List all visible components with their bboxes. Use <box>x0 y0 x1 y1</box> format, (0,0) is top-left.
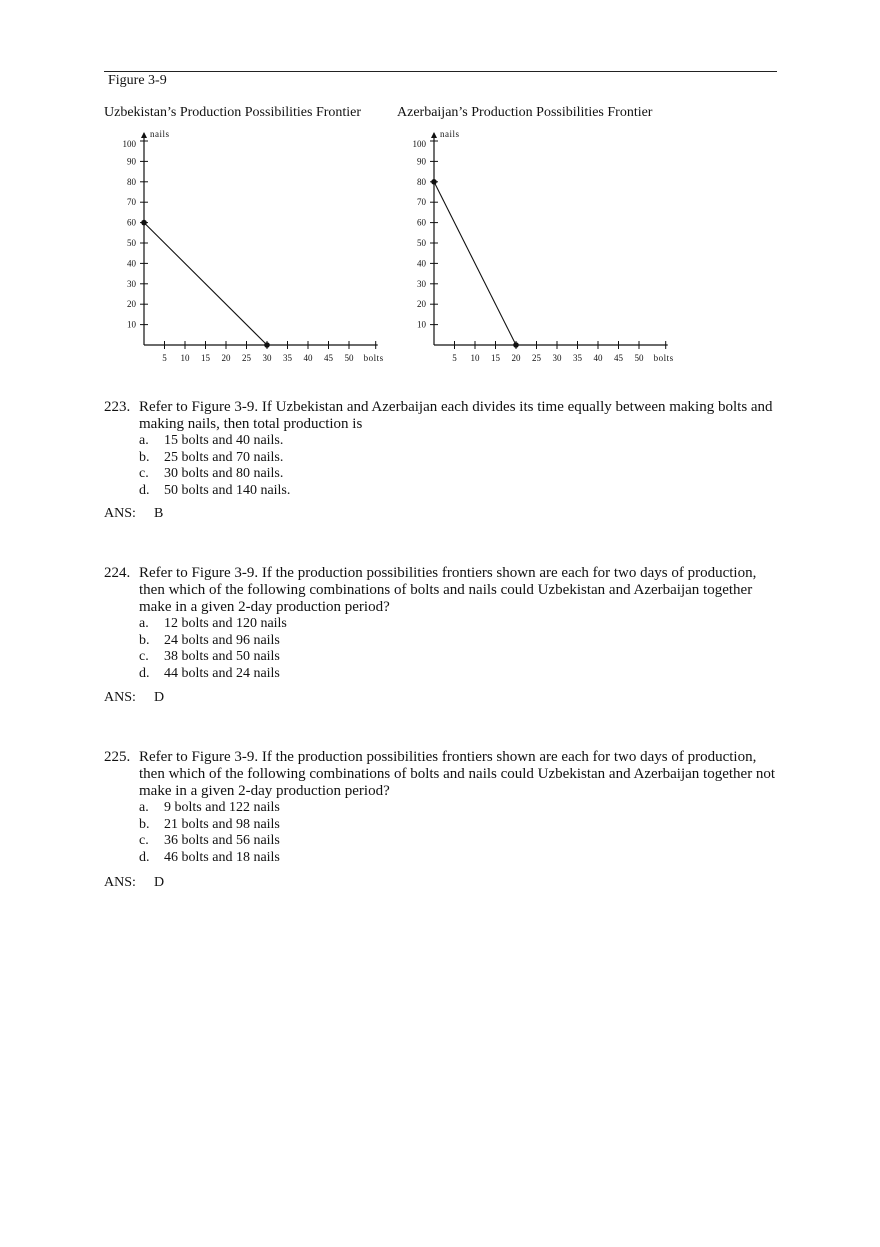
x-tick-label: 40 <box>303 353 313 363</box>
option-a: a. 15 bolts and 40 nails. <box>139 433 284 448</box>
y-tick-label: 90 <box>417 156 426 167</box>
y-tick-label: 10 <box>127 319 136 330</box>
answer-225 <box>104 875 164 891</box>
header-rule <box>104 71 777 72</box>
answer-label: ANS: <box>104 690 136 705</box>
y-tick-label: 10 <box>417 319 426 330</box>
figure-label: Figure 3-9 <box>108 73 167 88</box>
option-b: b. 25 bolts and 70 nails. <box>139 449 284 465</box>
option-b: b. 24 bolts and 96 nails <box>139 632 280 648</box>
chart-title-uzbekistan: Uzbekistan’s Production Possibilities Frontier <box>104 105 362 120</box>
x-tick-label: 10 <box>180 353 190 363</box>
answer-224 <box>104 690 164 706</box>
x-tick-label: 25 <box>532 353 541 363</box>
option-b: b. 21 bolts and 98 nails <box>139 816 280 832</box>
y-tick-label: 70 <box>127 197 136 208</box>
y-tick-label: 80 <box>417 176 426 187</box>
answer-label: ANS: <box>104 875 136 890</box>
y-tick-label: 40 <box>127 258 136 269</box>
y-tick-label: 100 <box>122 139 136 149</box>
option-a: a. 9 bolts and 122 nails <box>139 800 280 815</box>
y-tick-label: 90 <box>127 156 136 167</box>
question-223 <box>104 399 779 499</box>
y-axis-arrow-icon <box>431 132 437 138</box>
y-axis-label: nails <box>150 129 170 139</box>
chart-title-azerbaijan: Azerbaijan’s Production Possibilities Frontier <box>397 105 653 120</box>
x-tick-label: 15 <box>491 353 500 363</box>
x-tick-label: 50 <box>344 353 354 363</box>
question-stem: Refer to Figure 3-9. If Uzbekistan and Azerbaijan each divides its time equally between making bolts and making nails, then total production is <box>139 399 773 432</box>
answer-value: D <box>154 690 165 705</box>
azerbaijan-ppf-chart <box>390 125 690 370</box>
question-224 <box>104 565 779 682</box>
x-tick-label: 35 <box>283 353 292 363</box>
option-c: c. 36 bolts and 56 nails <box>139 833 280 848</box>
answer-value: B <box>154 506 164 521</box>
x-tick-label: 40 <box>593 353 603 363</box>
option-c: c. 38 bolts and 50 nails <box>139 649 280 664</box>
y-tick-label: 40 <box>417 258 426 269</box>
y-tick-label: 60 <box>127 217 136 228</box>
y-tick-label: 60 <box>417 217 426 228</box>
x-tick-label: 35 <box>573 353 582 363</box>
y-axis-label: nails <box>440 129 460 139</box>
x-tick-label: 30 <box>552 353 562 363</box>
ppf-endpoint <box>141 220 147 226</box>
y-tick-label: 50 <box>417 238 426 248</box>
ppf-line <box>144 223 267 345</box>
x-tick-label: 20 <box>511 353 521 363</box>
question-number: 224. <box>104 565 131 581</box>
y-tick-label: 100 <box>412 139 426 149</box>
question-stem: Refer to Figure 3-9. If the production possibilities frontiers shown are each for two days of production, then which of the following combinations of bolts and nails could Uzbekistan and Azerbaijan together not make in a given 2-day production period? <box>139 749 776 799</box>
x-tick-label: 45 <box>324 353 333 363</box>
option-d: d. 46 bolts and 18 nails <box>139 849 280 865</box>
question-number: 223. <box>104 399 131 415</box>
x-tick-label: 25 <box>242 353 251 363</box>
x-tick-label: 10 <box>470 353 480 363</box>
option-d: d. 44 bolts and 24 nails <box>139 665 280 681</box>
ppf-endpoint <box>264 342 270 348</box>
x-tick-label: 30 <box>262 353 272 363</box>
option-d: d. 50 bolts and 140 nails. <box>139 482 291 498</box>
uzbekistan-ppf-chart <box>100 125 400 370</box>
option-c: c. 30 bolts and 80 nails. <box>139 466 284 481</box>
x-tick-label: 20 <box>221 353 231 363</box>
x-axis-label: bolts <box>653 353 674 363</box>
y-tick-label: 70 <box>417 197 426 208</box>
y-axis-arrow-icon <box>141 132 147 138</box>
y-tick-label: 50 <box>127 238 136 248</box>
options-list <box>139 616 779 682</box>
ppf-endpoint <box>513 342 519 348</box>
y-tick-label: 80 <box>127 176 136 187</box>
x-tick-label: 45 <box>614 353 623 363</box>
answer-223 <box>104 506 163 522</box>
x-tick-label: 5 <box>452 353 457 363</box>
option-a: a. 12 bolts and 120 nails <box>139 616 287 631</box>
y-tick-label: 20 <box>417 299 426 310</box>
question-number: 225. <box>104 749 131 765</box>
question-225 <box>104 749 779 866</box>
options-list <box>139 800 779 866</box>
x-tick-label: 15 <box>201 353 210 363</box>
y-tick-label: 20 <box>127 299 136 310</box>
x-axis-label: bolts <box>363 353 384 363</box>
ppf-endpoint <box>431 179 437 185</box>
ppf-line <box>434 182 516 345</box>
options-list <box>139 433 779 499</box>
x-tick-label: 5 <box>162 353 167 363</box>
question-stem: Refer to Figure 3-9. If the production possibilities frontiers shown are each for two days of production, then which of the following combinations of bolts and nails could Uzbekistan and Azerbaijan together make in a given 2-day production period? <box>139 565 757 615</box>
x-tick-label: 50 <box>634 353 644 363</box>
answer-value: D <box>154 875 165 890</box>
answer-label: ANS: <box>104 506 136 521</box>
y-tick-label: 30 <box>417 278 426 289</box>
y-tick-label: 30 <box>127 278 136 289</box>
